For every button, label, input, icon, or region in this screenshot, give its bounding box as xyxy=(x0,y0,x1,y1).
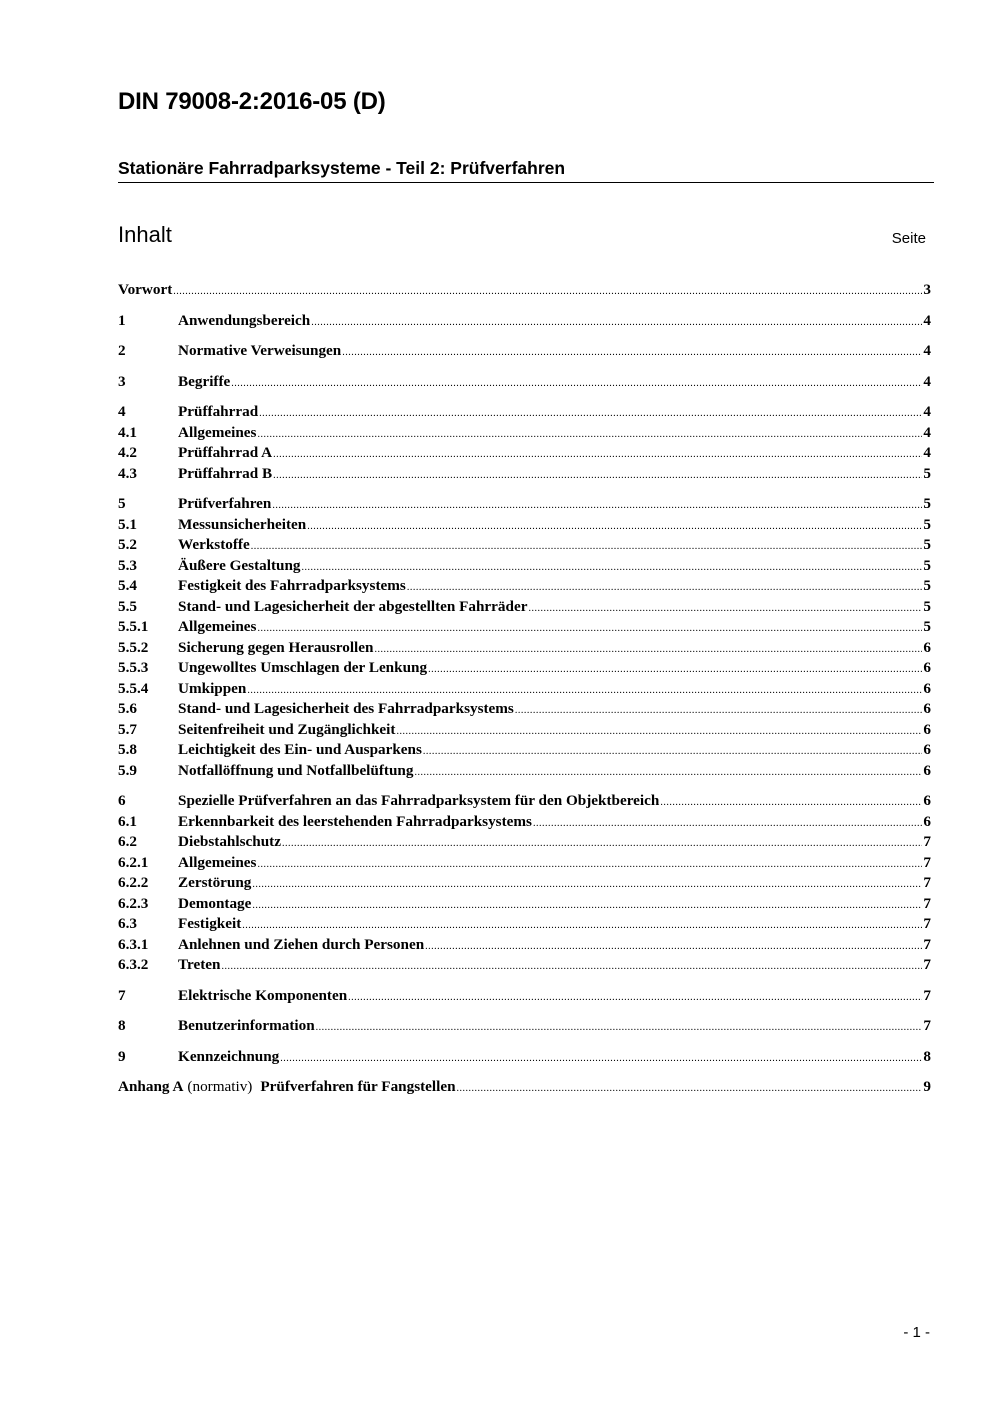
leader-dots xyxy=(396,720,922,743)
leader-dots xyxy=(425,935,922,958)
toc-entry-title: Elektrische Komponenten xyxy=(178,986,348,1004)
toc-entry-page: 3 xyxy=(923,281,931,298)
toc-entry-page: 6 xyxy=(923,720,931,738)
toc-entry[interactable] xyxy=(118,597,931,618)
toc-entry[interactable] xyxy=(118,720,931,741)
leader-dots xyxy=(423,740,923,763)
leader-dots xyxy=(316,1016,923,1039)
toc-entry-page: 4 xyxy=(923,311,931,329)
toc-entry-title: Benutzerinformation xyxy=(178,1017,315,1034)
toc-entry-page: 6 xyxy=(923,761,931,779)
toc-entry-page: 7 xyxy=(923,915,931,932)
toc-entry-page: 4 xyxy=(923,423,931,441)
leader-dots xyxy=(173,280,922,303)
toc-entry-number: 1 xyxy=(118,311,126,329)
annex-title: Prüfverfahren für Fangstellen xyxy=(260,1078,456,1095)
toc-entry[interactable] xyxy=(118,955,931,976)
toc-entry[interactable] xyxy=(118,894,931,915)
leader-dots xyxy=(302,556,923,579)
toc-entry[interactable] xyxy=(118,761,931,782)
toc-entry-number: 5.6 xyxy=(118,700,137,717)
toc-entry-title: Stand- und Lagesicherheit der abgestellten Fahrräder xyxy=(178,597,528,615)
toc-entry-title: Prüffahrrad B xyxy=(178,464,273,482)
toc-entry-page: 5 xyxy=(923,577,931,594)
toc-entry-number: 5.5.2 xyxy=(118,638,149,656)
toc-entry-page: 7 xyxy=(923,833,931,850)
toc-entry[interactable] xyxy=(118,535,931,556)
toc-entry-page: 5 xyxy=(923,597,931,615)
toc-entry-title: Allgemeines xyxy=(178,853,257,871)
toc-entry-title: Normative Verweisungen xyxy=(178,342,342,359)
toc-entry[interactable] xyxy=(118,556,931,577)
leader-dots xyxy=(257,853,922,876)
toc-entry-page: 7 xyxy=(923,874,931,891)
toc-entry-title: Festigkeit des Fahrradparksystems xyxy=(178,577,406,594)
leader-dots xyxy=(242,914,922,937)
toc-entry[interactable] xyxy=(118,812,931,833)
leader-dots xyxy=(528,597,922,620)
leader-dots xyxy=(311,311,922,334)
toc-entry-number: 5.2 xyxy=(118,536,137,553)
toc-entry[interactable] xyxy=(118,873,931,894)
toc-entry-title: Allgemeines xyxy=(178,423,257,441)
toc-entry[interactable] xyxy=(118,402,931,423)
toc-entry-page: 7 xyxy=(923,956,931,973)
toc-entry-title: Demontage xyxy=(178,894,252,912)
toc-entry[interactable] xyxy=(118,832,931,853)
toc-entry-page: 7 xyxy=(923,935,931,953)
toc-entry[interactable] xyxy=(118,311,931,332)
toc-entry-page: 9 xyxy=(923,1078,931,1095)
toc-header xyxy=(118,222,926,252)
toc-entry-title: Werkstoffe xyxy=(178,536,250,553)
toc-entry-page: 7 xyxy=(923,894,931,912)
toc-entry[interactable] xyxy=(118,914,931,935)
toc-entry-number: 5.5.3 xyxy=(118,659,149,676)
leader-dots xyxy=(252,894,922,917)
toc-entry-number: 4.2 xyxy=(118,444,137,461)
toc-entry[interactable] xyxy=(118,740,931,761)
toc-entry-number: 7 xyxy=(118,986,126,1004)
toc-entry-page: 5 xyxy=(923,536,931,553)
toc-entry[interactable] xyxy=(118,658,931,679)
toc-entry-page: 6 xyxy=(923,812,931,830)
toc-entry[interactable] xyxy=(118,423,931,444)
toc-entry[interactable] xyxy=(118,443,931,464)
toc-entry[interactable] xyxy=(118,935,931,956)
toc-entry-title: Anwendungsbereich xyxy=(178,311,311,329)
toc-entry[interactable] xyxy=(118,576,931,597)
toc-entry-number: 6.3.1 xyxy=(118,935,149,953)
toc-entry-number: 5.5 xyxy=(118,597,137,615)
toc-entry[interactable] xyxy=(118,853,931,874)
annex-prefix: Anhang A xyxy=(118,1078,184,1095)
toc-entry-number: 9 xyxy=(118,1047,126,1065)
toc-entry-number: 6.3.2 xyxy=(118,956,149,973)
toc-entry-title: Allgemeines xyxy=(178,618,257,635)
leader-dots xyxy=(307,515,922,538)
leader-dots xyxy=(247,679,922,702)
toc-entry-number: 6.2.3 xyxy=(118,894,149,912)
toc-entry-number: 5.5.4 xyxy=(118,679,149,697)
toc-entry-title: Prüffahrrad A xyxy=(178,444,273,461)
leader-dots xyxy=(273,443,922,466)
toc-entry-number: 5.4 xyxy=(118,577,137,594)
toc-entry[interactable] xyxy=(118,638,931,659)
toc-entry-title: Diebstahlschutz xyxy=(178,833,281,850)
toc-entry-title: Begriffe xyxy=(178,372,231,390)
table-of-contents xyxy=(118,280,931,1098)
toc-entry-page: 4 xyxy=(923,342,931,359)
leader-dots xyxy=(272,494,922,517)
leader-dots xyxy=(280,1047,922,1070)
leader-dots xyxy=(457,1077,923,1100)
toc-entry[interactable] xyxy=(118,791,931,812)
toc-entry-page: 5 xyxy=(923,464,931,482)
toc-entry-title: Prüfverfahren xyxy=(178,495,272,512)
toc-entry-page: 5 xyxy=(923,556,931,574)
leader-dots xyxy=(259,402,922,425)
leader-dots xyxy=(257,423,922,446)
toc-entry-title: Notfallöffnung und Notfallbelüftung xyxy=(178,761,414,779)
toc-entry-number: 4.3 xyxy=(118,464,137,482)
toc-entry-title: Spezielle Prüfverfahren an das Fahrradparksystem für den Objektbereich xyxy=(178,792,660,809)
toc-entry[interactable] xyxy=(118,341,931,362)
toc-entry-number: 6.2 xyxy=(118,833,137,850)
leader-dots xyxy=(533,812,922,835)
toc-entry-page: 8 xyxy=(923,1047,931,1065)
toc-entry[interactable] xyxy=(118,617,931,638)
page-number: - 1 - xyxy=(903,1324,930,1341)
leader-dots xyxy=(221,955,922,978)
toc-entry[interactable] xyxy=(118,494,931,515)
toc-entry-number: 6.3 xyxy=(118,915,137,932)
toc-entry-page: 7 xyxy=(923,986,931,1004)
toc-entry-page: 6 xyxy=(923,679,931,697)
toc-entry-number: 5.8 xyxy=(118,741,137,758)
leader-dots xyxy=(348,986,922,1009)
leader-dots xyxy=(252,873,922,896)
toc-entry-page: 5 xyxy=(923,618,931,635)
leader-dots xyxy=(273,464,922,487)
toc-entry-annex[interactable] xyxy=(118,1077,931,1098)
toc-entry-number: 8 xyxy=(118,1017,126,1034)
toc-entry-title: Ungewolltes Umschlagen der Lenkung xyxy=(178,659,428,676)
toc-entry-page: 6 xyxy=(923,638,931,656)
document-id: DIN 79008-2:2016-05 (D) xyxy=(118,88,386,115)
toc-entry-title: Umkippen xyxy=(178,679,247,697)
leader-dots xyxy=(251,535,923,558)
toc-entry[interactable] xyxy=(118,372,931,393)
toc-entry-number: 6 xyxy=(118,792,126,809)
toc-entry-number: 6.2.2 xyxy=(118,874,149,891)
toc-entry-number: 5 xyxy=(118,495,126,512)
toc-entry-number: 5.3 xyxy=(118,556,137,574)
toc-entry-number: 4 xyxy=(118,403,126,420)
toc-page-label: Seite xyxy=(891,230,926,247)
toc-entry[interactable] xyxy=(118,699,931,720)
toc-entry-title: Anlehnen und Ziehen durch Personen xyxy=(178,935,425,953)
toc-entry-title: Zerstörung xyxy=(178,874,252,891)
annex-qualifier: (normativ) xyxy=(187,1078,253,1095)
toc-entry-title: Vorwort xyxy=(118,281,173,298)
toc-entry-page: 6 xyxy=(923,741,931,758)
toc-entry-number: 6.1 xyxy=(118,812,137,830)
leader-dots xyxy=(282,832,922,855)
toc-entry-title: Kennzeichnung xyxy=(178,1047,280,1065)
toc-entry-title: Seitenfreiheit und Zugänglichkeit xyxy=(178,720,396,738)
toc-entry-page: 4 xyxy=(923,444,931,461)
toc-entry-number: 3 xyxy=(118,372,126,390)
toc-entry-page: 6 xyxy=(923,700,931,717)
toc-entry-page: 7 xyxy=(923,1017,931,1034)
leader-dots xyxy=(374,638,922,661)
toc-entry[interactable] xyxy=(118,986,931,1007)
document-subtitle: Stationäre Fahrradparksysteme - Teil 2: Prüfverfahren xyxy=(118,158,934,183)
toc-entry-number: 2 xyxy=(118,342,126,359)
leader-dots xyxy=(414,761,922,784)
leader-dots xyxy=(257,617,922,640)
toc-entry-title: Äußere Gestaltung xyxy=(178,556,301,574)
leader-dots xyxy=(515,699,923,722)
leader-dots xyxy=(660,791,922,814)
toc-entry-number: 5.7 xyxy=(118,720,137,738)
toc-entry-title: Erkennbarkeit des leerstehenden Fahrradparksystems xyxy=(178,812,532,830)
toc-entry-page: 4 xyxy=(923,372,931,390)
toc-title: Inhalt xyxy=(118,222,172,247)
toc-entry-page: 5 xyxy=(923,515,931,533)
toc-entry-number: 5.9 xyxy=(118,761,137,779)
toc-entry[interactable] xyxy=(118,1047,931,1068)
toc-entry-page: 6 xyxy=(923,792,931,809)
toc-entry-title: Messunsicherheiten xyxy=(178,515,307,533)
toc-entry-page: 7 xyxy=(923,853,931,871)
toc-entry-page: 6 xyxy=(923,659,931,676)
leader-dots xyxy=(342,341,922,364)
toc-entry-vorwort[interactable] xyxy=(118,280,931,301)
toc-entry[interactable] xyxy=(118,1016,931,1037)
leader-dots xyxy=(231,372,922,395)
leader-dots xyxy=(428,658,922,681)
leader-dots xyxy=(407,576,923,599)
toc-entry[interactable] xyxy=(118,464,931,485)
toc-entry-number: 4.1 xyxy=(118,423,137,441)
toc-entry-title: Prüffahrrad xyxy=(178,403,259,420)
toc-entry-title: Stand- und Lagesicherheit des Fahrradparksystems xyxy=(178,700,514,717)
toc-entry-number: 5.1 xyxy=(118,515,137,533)
toc-entry-title: Sicherung gegen Herausrollen xyxy=(178,638,374,656)
toc-entry[interactable] xyxy=(118,679,931,700)
toc-entry-number: 5.5.1 xyxy=(118,618,149,635)
toc-entry-title: Leichtigkeit des Ein- und Ausparkens xyxy=(178,741,422,758)
toc-entry-title: Festigkeit xyxy=(178,915,242,932)
toc-entry-number: 6.2.1 xyxy=(118,853,149,871)
toc-entry-title: Treten xyxy=(178,956,221,973)
toc-entry[interactable] xyxy=(118,515,931,536)
toc-entry-page: 4 xyxy=(923,403,931,420)
toc-entry-page: 5 xyxy=(923,495,931,512)
